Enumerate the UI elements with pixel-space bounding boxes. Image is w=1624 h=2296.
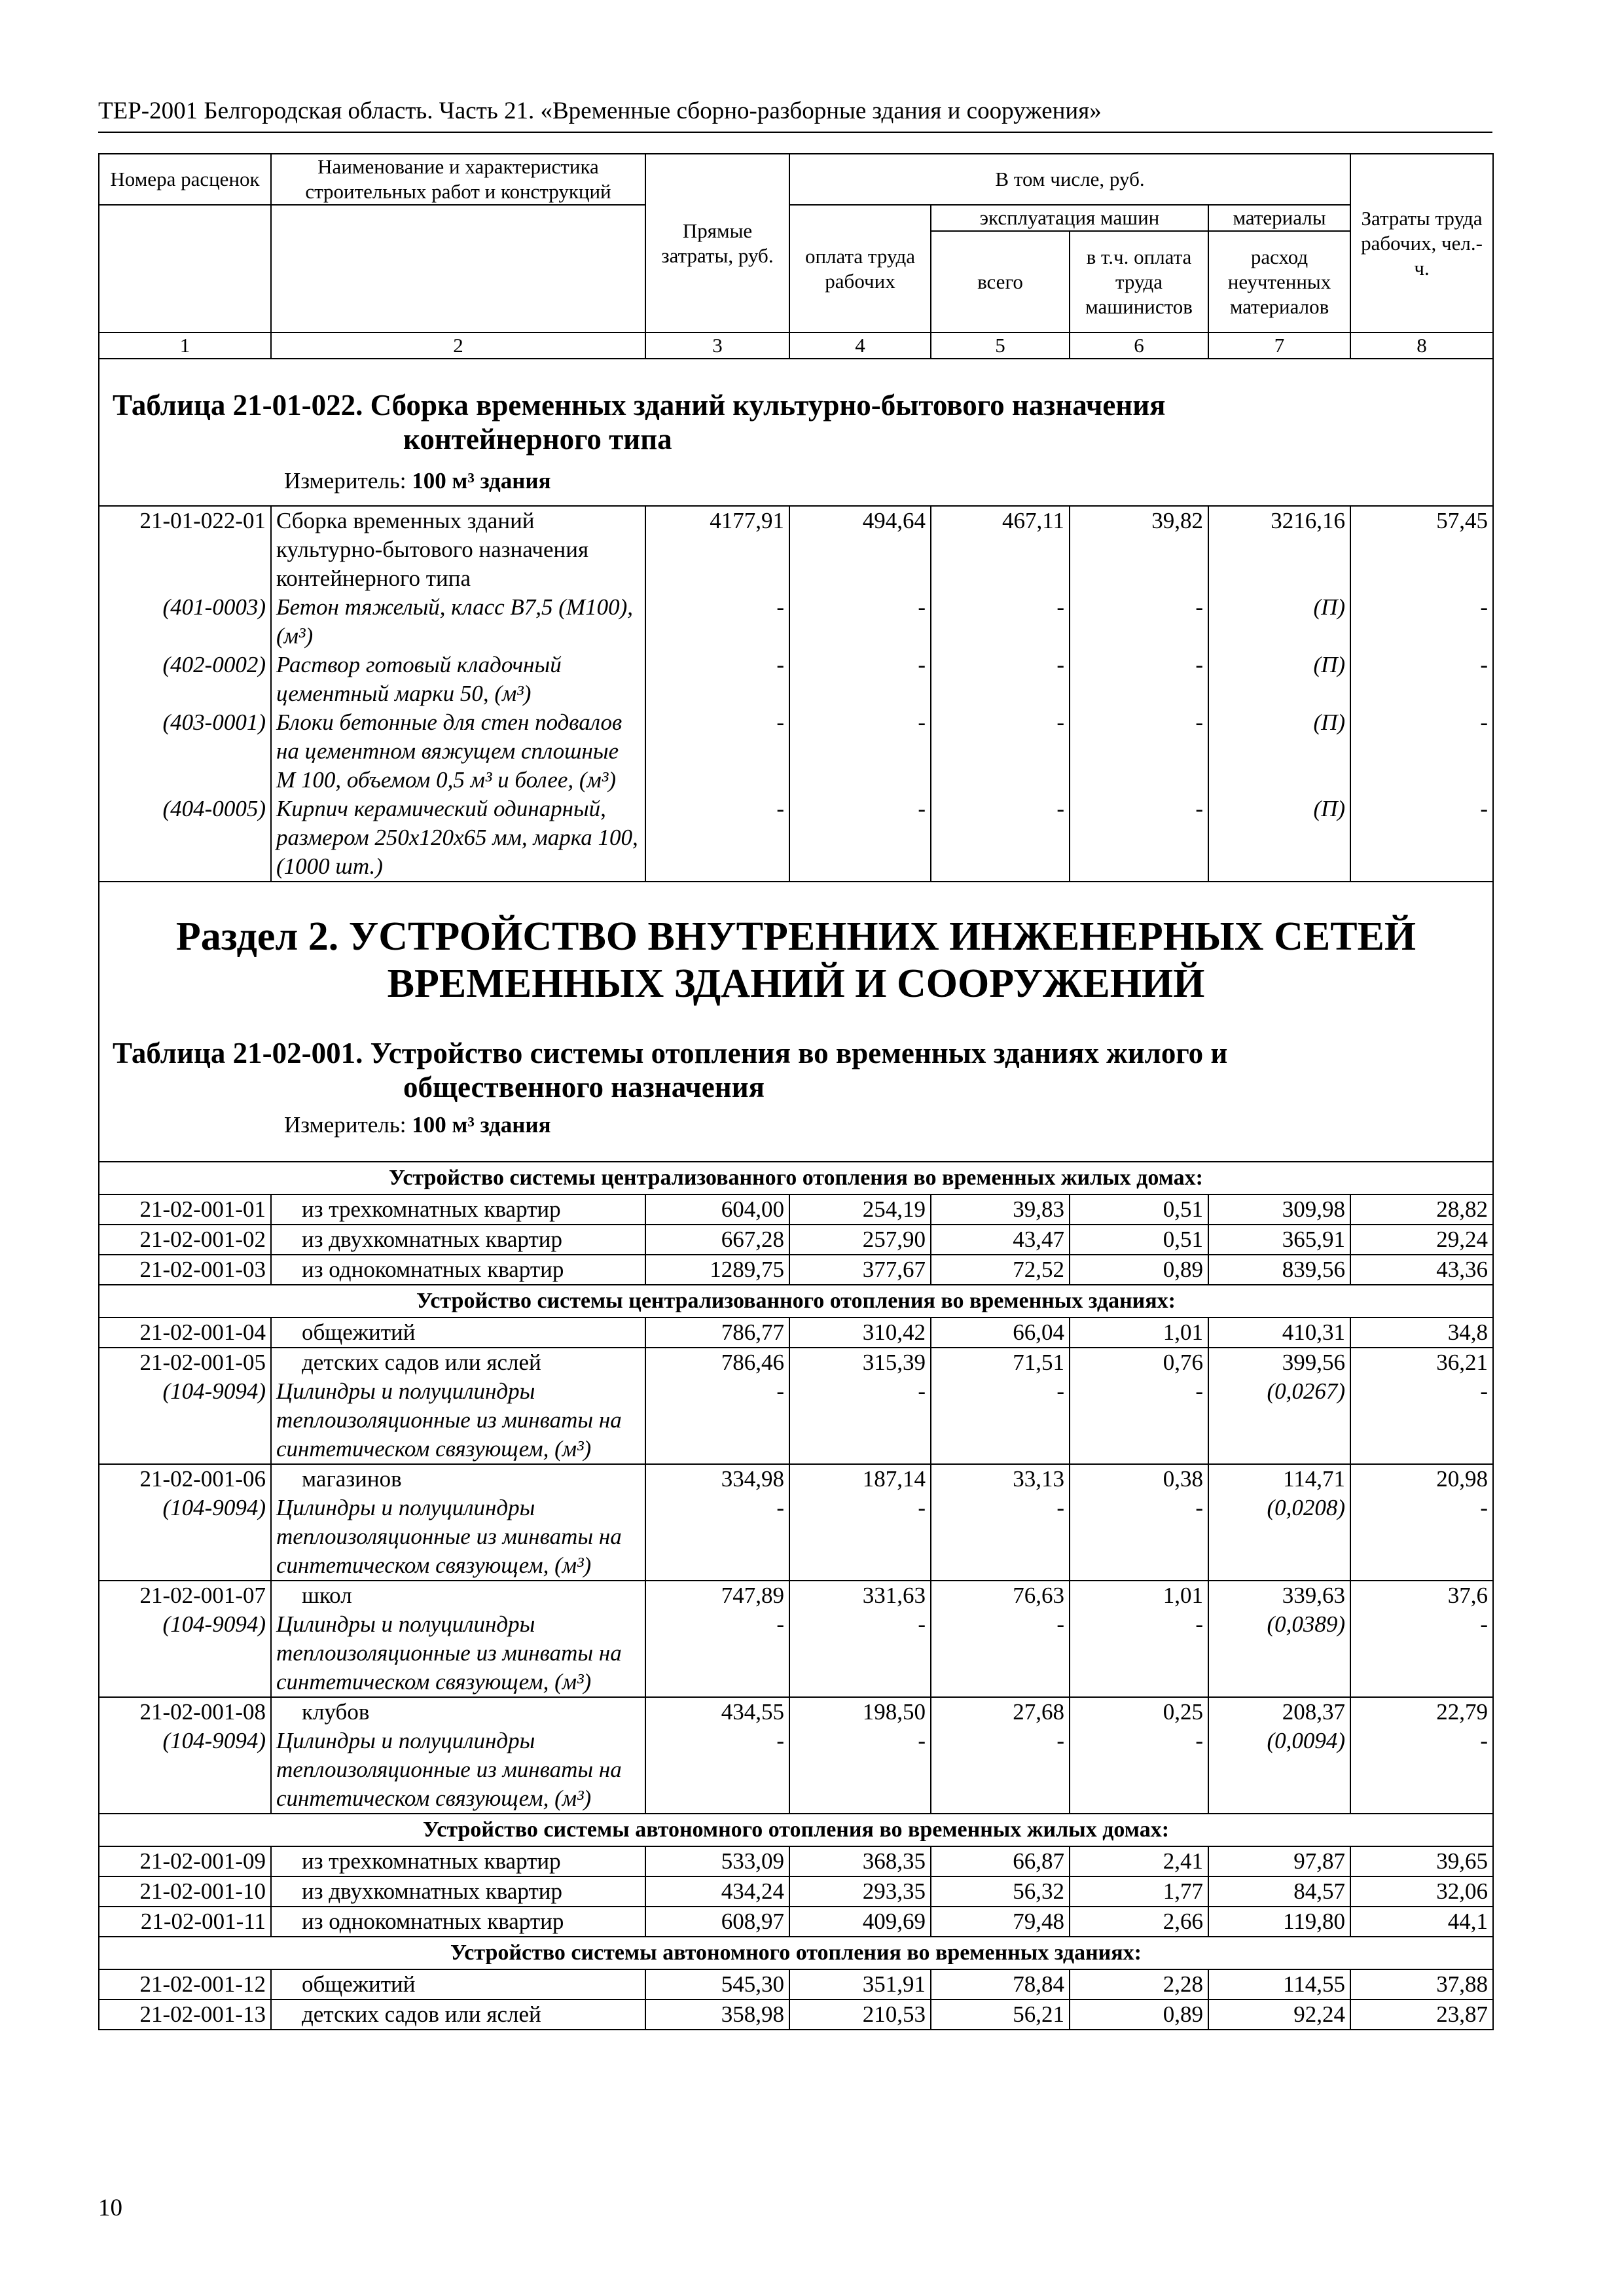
material-code: (401-0003) — [99, 593, 271, 651]
rate-code: 21-02-001-01 — [99, 1194, 271, 1225]
rate-code: 21-02-001-04 — [99, 1318, 271, 1348]
material-name: Цилиндры и полуцилиндры теплоизоляционные из минваты на синтетическом связующем, (м³) — [271, 1377, 645, 1464]
value-cell: 28,82 — [1350, 1194, 1493, 1225]
material-name: Раствор готовый кладочный цементный марки 50, (м³) — [271, 651, 645, 708]
value-cell: 533,09 — [645, 1846, 789, 1876]
rate-name: общежитий — [271, 1318, 645, 1348]
value-cell: - — [645, 1377, 789, 1464]
section-title: Раздел 2. УСТРОЙСТВО ВНУТРЕННИХ ИНЖЕНЕРНЫХ СЕТЕЙ ВРЕМЕННЫХ ЗДАНИЙ И СООРУЖЕНИЙ — [175, 914, 1416, 1006]
value-cell: 39,83 — [931, 1194, 1070, 1225]
value-cell: 79,48 — [931, 1907, 1070, 1937]
value-cell: 604,00 — [645, 1194, 789, 1225]
rate-code: 21-02-001-06 — [99, 1464, 271, 1494]
price-table — [98, 153, 1494, 2030]
value-cell: 27,68 — [931, 1697, 1070, 1727]
value-cell: - — [789, 795, 931, 882]
table-row — [99, 1846, 1493, 1876]
value-cell: (0,0267) — [1208, 1377, 1350, 1464]
value-cell: 2,66 — [1070, 1907, 1208, 1937]
value-cell: 331,63 — [789, 1581, 931, 1610]
colhead-wages: оплата труда рабочих — [789, 205, 931, 332]
value-cell: (П) — [1208, 708, 1350, 795]
value-cell: - — [1070, 1494, 1208, 1581]
value-cell: - — [931, 651, 1070, 708]
colnum: 1 — [99, 332, 271, 359]
value-cell: 22,79 — [1350, 1697, 1493, 1727]
table-row — [99, 1225, 1493, 1255]
value-cell: 1289,75 — [645, 1255, 789, 1285]
value-cell: 293,35 — [789, 1876, 931, 1907]
material-name: Бетон тяжелый, класс В7,5 (М100), (м³) — [271, 593, 645, 651]
value-cell: - — [789, 1610, 931, 1697]
value-cell: 23,87 — [1350, 2000, 1493, 2030]
colhead-materials: материалы — [1208, 205, 1350, 231]
value-cell: 545,30 — [645, 1969, 789, 2000]
material-name: Цилиндры и полуцилиндры теплоизоляционные из минваты на синтетическом связующем, (м³) — [271, 1610, 645, 1697]
value-cell: 114,55 — [1208, 1969, 1350, 2000]
value-cell: - — [789, 1377, 931, 1464]
table-title: Таблица 21-01-022. Сборка временных зданий культурно-бытового назначения контейнерного типа — [113, 389, 1166, 456]
value-cell: 608,97 — [645, 1907, 789, 1937]
value-cell: 44,1 — [1350, 1907, 1493, 1937]
table-row — [99, 2000, 1493, 2030]
value-cell: - — [1070, 1610, 1208, 1697]
material-row — [99, 708, 1493, 795]
value-cell: (0,0389) — [1208, 1610, 1350, 1697]
table-row — [99, 1318, 1493, 1348]
value-cell: 34,8 — [1350, 1318, 1493, 1348]
value-cell: 187,14 — [789, 1464, 931, 1494]
rate-name: школ — [271, 1581, 645, 1610]
value-cell: - — [1350, 593, 1493, 651]
value-cell: - — [931, 708, 1070, 795]
value-cell: - — [931, 1377, 1070, 1464]
value-cell: 56,32 — [931, 1876, 1070, 1907]
value-cell: - — [1350, 651, 1493, 708]
measure-unit: Измеритель: 100 м³ здания — [284, 468, 551, 493]
value-cell: 257,90 — [789, 1225, 931, 1255]
value-cell: (0,0094) — [1208, 1727, 1350, 1814]
table-row — [99, 1697, 1493, 1727]
rate-name: клубов — [271, 1697, 645, 1727]
colhead-name-top-cont — [271, 205, 645, 332]
value-cell: 43,47 — [931, 1225, 1070, 1255]
colnum: 3 — [645, 332, 789, 359]
value-cell: - — [645, 1727, 789, 1814]
colhead-codes-top: Номера расценок — [99, 154, 271, 205]
group-heading: Устройство системы централизованного отопления во временных жилых домах: — [99, 1162, 1493, 1194]
value-cell: 72,52 — [931, 1255, 1070, 1285]
value-cell: 434,55 — [645, 1697, 789, 1727]
table-row — [99, 1194, 1493, 1225]
table-row — [99, 1907, 1493, 1937]
rate-name: из двухкомнатных квартир — [271, 1876, 645, 1907]
table-title: Таблица 21-02-001. Устройство системы отопления во временных зданиях жилого и общественного назначения — [113, 1037, 1228, 1103]
value-cell: 29,24 — [1350, 1225, 1493, 1255]
value-cell: 32,06 — [1350, 1876, 1493, 1907]
value-cell: 97,87 — [1208, 1846, 1350, 1876]
rate-name: магазинов — [271, 1464, 645, 1494]
value-cell: - — [931, 593, 1070, 651]
colhead-including: В том числе, руб. — [789, 154, 1350, 205]
value-cell: - — [931, 1494, 1070, 1581]
material-name: Цилиндры и полуцилиндры теплоизоляционные из минваты на синтетическом связующем, (м³) — [271, 1494, 645, 1581]
value-cell: (0,0208) — [1208, 1494, 1350, 1581]
value-cell: 0,51 — [1070, 1225, 1208, 1255]
rate-code: 21-02-001-05 — [99, 1348, 271, 1377]
value-cell: - — [789, 1494, 931, 1581]
value-cell: 66,04 — [931, 1318, 1070, 1348]
value-cell: 43,36 — [1350, 1255, 1493, 1285]
group-heading: Устройство системы автономного отопления во временных зданиях: — [99, 1937, 1493, 1969]
value-cell: - — [789, 593, 931, 651]
value-cell: 786,77 — [645, 1318, 789, 1348]
value-cell: - — [1350, 708, 1493, 795]
colhead-machines: эксплуатация машин — [931, 205, 1208, 231]
value-cell: 0,51 — [1070, 1194, 1208, 1225]
colhead-labor-costs: Затраты труда рабочих, чел.-ч. — [1350, 154, 1493, 332]
colhead-unaccounted-materials: расход неучтенных материалов — [1208, 231, 1350, 332]
material-code: (104-9094) — [99, 1610, 271, 1697]
colnum: 2 — [271, 332, 645, 359]
value-cell: 467,11 — [931, 506, 1070, 593]
material-code: (404-0005) — [99, 795, 271, 882]
value-cell: 119,80 — [1208, 1907, 1350, 1937]
rate-name: из трехкомнатных квартир — [271, 1194, 645, 1225]
value-cell: 33,13 — [931, 1464, 1070, 1494]
page-header-title: ТЕР-2001 Белгородская область. Часть 21. «Временные сборно-разборные здания и сооружения» — [98, 98, 1102, 124]
rate-code: 21-02-001-09 — [99, 1846, 271, 1876]
rate-code: 21-02-001-11 — [99, 1907, 271, 1937]
value-cell: 56,21 — [931, 2000, 1070, 2030]
value-cell: 254,19 — [789, 1194, 931, 1225]
material-row — [99, 593, 1493, 651]
value-cell: 410,31 — [1208, 1318, 1350, 1348]
value-cell: 1,77 — [1070, 1876, 1208, 1907]
group-heading: Устройство системы централизованного отопления во временных зданиях: — [99, 1285, 1493, 1318]
value-cell: - — [645, 708, 789, 795]
value-cell: 377,67 — [789, 1255, 931, 1285]
colhead-operators-wages: в т.ч. оплата труда машинистов — [1070, 231, 1208, 332]
rate-name: из двухкомнатных квартир — [271, 1225, 645, 1255]
value-cell: 358,98 — [645, 2000, 789, 2030]
value-cell: 3216,16 — [1208, 506, 1350, 593]
value-cell: 315,39 — [789, 1348, 931, 1377]
material-name: Цилиндры и полуцилиндры теплоизоляционные из минваты на синтетическом связующем, (м³) — [271, 1727, 645, 1814]
rate-name: из однокомнатных квартир — [271, 1907, 645, 1937]
material-row — [99, 651, 1493, 708]
value-cell: 1,01 — [1070, 1581, 1208, 1610]
value-cell: 839,56 — [1208, 1255, 1350, 1285]
colhead-direct-costs: Прямые затраты, руб. — [645, 154, 789, 332]
value-cell: 747,89 — [645, 1581, 789, 1610]
value-cell: 4177,91 — [645, 506, 789, 593]
value-cell: 434,24 — [645, 1876, 789, 1907]
value-cell: (П) — [1208, 593, 1350, 651]
value-cell: - — [645, 651, 789, 708]
value-cell: - — [1350, 1727, 1493, 1814]
value-cell: 76,63 — [931, 1581, 1070, 1610]
material-code: (104-9094) — [99, 1377, 271, 1464]
table-row — [99, 1581, 1493, 1610]
colnum: 5 — [931, 332, 1070, 359]
value-cell: 667,28 — [645, 1225, 789, 1255]
value-cell: 37,88 — [1350, 1969, 1493, 2000]
rate-code: 21-02-001-10 — [99, 1876, 271, 1907]
value-cell: 351,91 — [789, 1969, 931, 2000]
value-cell: 78,84 — [931, 1969, 1070, 2000]
value-cell: 39,82 — [1070, 506, 1208, 593]
value-cell: - — [645, 1494, 789, 1581]
value-cell: - — [789, 651, 931, 708]
colnum: 7 — [1208, 332, 1350, 359]
rate-code: 21-01-022-01 — [99, 506, 271, 593]
value-cell: - — [1070, 593, 1208, 651]
colnum: 6 — [1070, 332, 1208, 359]
value-cell: 37,6 — [1350, 1581, 1493, 1610]
colhead-number-row — [99, 332, 1493, 359]
rate-name: детских садов или яслей — [271, 2000, 645, 2030]
rate-name: общежитий — [271, 1969, 645, 2000]
value-cell: 409,69 — [789, 1907, 931, 1937]
colhead-machines-total: всего — [931, 231, 1070, 332]
page-number: 10 — [98, 2195, 122, 2221]
rate-name: Сборка временных зданий культурно-бытового назначения контейнерного типа — [271, 506, 645, 593]
value-cell: - — [1070, 651, 1208, 708]
value-cell: 339,63 — [1208, 1581, 1350, 1610]
section-2-title-block — [99, 882, 1493, 1162]
material-name: Блоки бетонные для стен подвалов на цементном вяжущем сплошные М 100, объемом 0,5 м³ и более, (м³) — [271, 708, 645, 795]
value-cell: 39,65 — [1350, 1846, 1493, 1876]
rate-name: из однокомнатных квартир — [271, 1255, 645, 1285]
value-cell: 66,87 — [931, 1846, 1070, 1876]
measure-unit: Измеритель: 100 м³ здания — [284, 1112, 551, 1138]
colnum: 8 — [1350, 332, 1493, 359]
table-21-01-022-title-block — [99, 359, 1493, 506]
rate-code: 21-02-001-13 — [99, 2000, 271, 2030]
material-code: (403-0001) — [99, 708, 271, 795]
value-cell: - — [789, 708, 931, 795]
value-cell: 1,01 — [1070, 1318, 1208, 1348]
material-name: Кирпич керамический одинарный, размером 250х120х65 мм, марка 100, (1000 шт.) — [271, 795, 645, 882]
material-code: (104-9094) — [99, 1727, 271, 1814]
value-cell: 198,50 — [789, 1697, 931, 1727]
value-cell: 92,24 — [1208, 2000, 1350, 2030]
rate-code: 21-02-001-03 — [99, 1255, 271, 1285]
value-cell: 786,46 — [645, 1348, 789, 1377]
value-cell: 114,71 — [1208, 1464, 1350, 1494]
value-cell: (П) — [1208, 651, 1350, 708]
material-row — [99, 1377, 1493, 1464]
value-cell: 20,98 — [1350, 1464, 1493, 1494]
value-cell: - — [1070, 1377, 1208, 1464]
rate-name: детских садов или яслей — [271, 1348, 645, 1377]
value-cell: 36,21 — [1350, 1348, 1493, 1377]
value-cell: - — [1350, 1610, 1493, 1697]
material-row — [99, 1727, 1493, 1814]
rate-code: 21-02-001-08 — [99, 1697, 271, 1727]
table-row — [99, 1464, 1493, 1494]
value-cell: 57,45 — [1350, 506, 1493, 593]
value-cell: - — [1070, 795, 1208, 882]
rate-code: 21-02-001-02 — [99, 1225, 271, 1255]
value-cell: - — [931, 795, 1070, 882]
value-cell: 494,64 — [789, 506, 931, 593]
value-cell: - — [645, 1610, 789, 1697]
value-cell: 368,35 — [789, 1846, 931, 1876]
value-cell: - — [1350, 1377, 1493, 1464]
value-cell: - — [1350, 1494, 1493, 1581]
value-cell: 399,56 — [1208, 1348, 1350, 1377]
value-cell: 334,98 — [645, 1464, 789, 1494]
rate-code: 21-02-001-07 — [99, 1581, 271, 1610]
value-cell: 210,53 — [789, 2000, 931, 2030]
value-cell: 2,28 — [1070, 1969, 1208, 2000]
value-cell: - — [789, 1727, 931, 1814]
material-code: (402-0002) — [99, 651, 271, 708]
value-cell: - — [645, 593, 789, 651]
material-row — [99, 1610, 1493, 1697]
table-row — [99, 506, 1493, 593]
table-row — [99, 1969, 1493, 2000]
value-cell: - — [931, 1727, 1070, 1814]
value-cell: - — [1070, 1727, 1208, 1814]
colnum: 4 — [789, 332, 931, 359]
colhead-codes-top-cont — [99, 205, 271, 332]
value-cell: 0,38 — [1070, 1464, 1208, 1494]
rate-code: 21-02-001-12 — [99, 1969, 271, 2000]
value-cell: 208,37 — [1208, 1697, 1350, 1727]
value-cell: 310,42 — [789, 1318, 931, 1348]
colhead-name-top: Наименование и характеристика строительных работ и конструкций — [271, 154, 645, 205]
value-cell: 84,57 — [1208, 1876, 1350, 1907]
material-row — [99, 795, 1493, 882]
value-cell: 365,91 — [1208, 1225, 1350, 1255]
value-cell: 71,51 — [931, 1348, 1070, 1377]
table-row — [99, 1255, 1493, 1285]
rate-name: из трехкомнатных квартир — [271, 1846, 645, 1876]
table-row — [99, 1876, 1493, 1907]
value-cell: - — [1070, 708, 1208, 795]
value-cell: 0,89 — [1070, 2000, 1208, 2030]
value-cell: (П) — [1208, 795, 1350, 882]
material-row — [99, 1494, 1493, 1581]
value-cell: - — [1350, 795, 1493, 882]
table-row — [99, 1348, 1493, 1377]
value-cell: 0,25 — [1070, 1697, 1208, 1727]
group-heading: Устройство системы автономного отопления во временных жилых домах: — [99, 1814, 1493, 1846]
value-cell: - — [645, 795, 789, 882]
value-cell: 309,98 — [1208, 1194, 1350, 1225]
value-cell: - — [931, 1610, 1070, 1697]
material-code: (104-9094) — [99, 1494, 271, 1581]
header-rule — [98, 132, 1492, 133]
value-cell: 0,76 — [1070, 1348, 1208, 1377]
value-cell: 0,89 — [1070, 1255, 1208, 1285]
value-cell: 2,41 — [1070, 1846, 1208, 1876]
